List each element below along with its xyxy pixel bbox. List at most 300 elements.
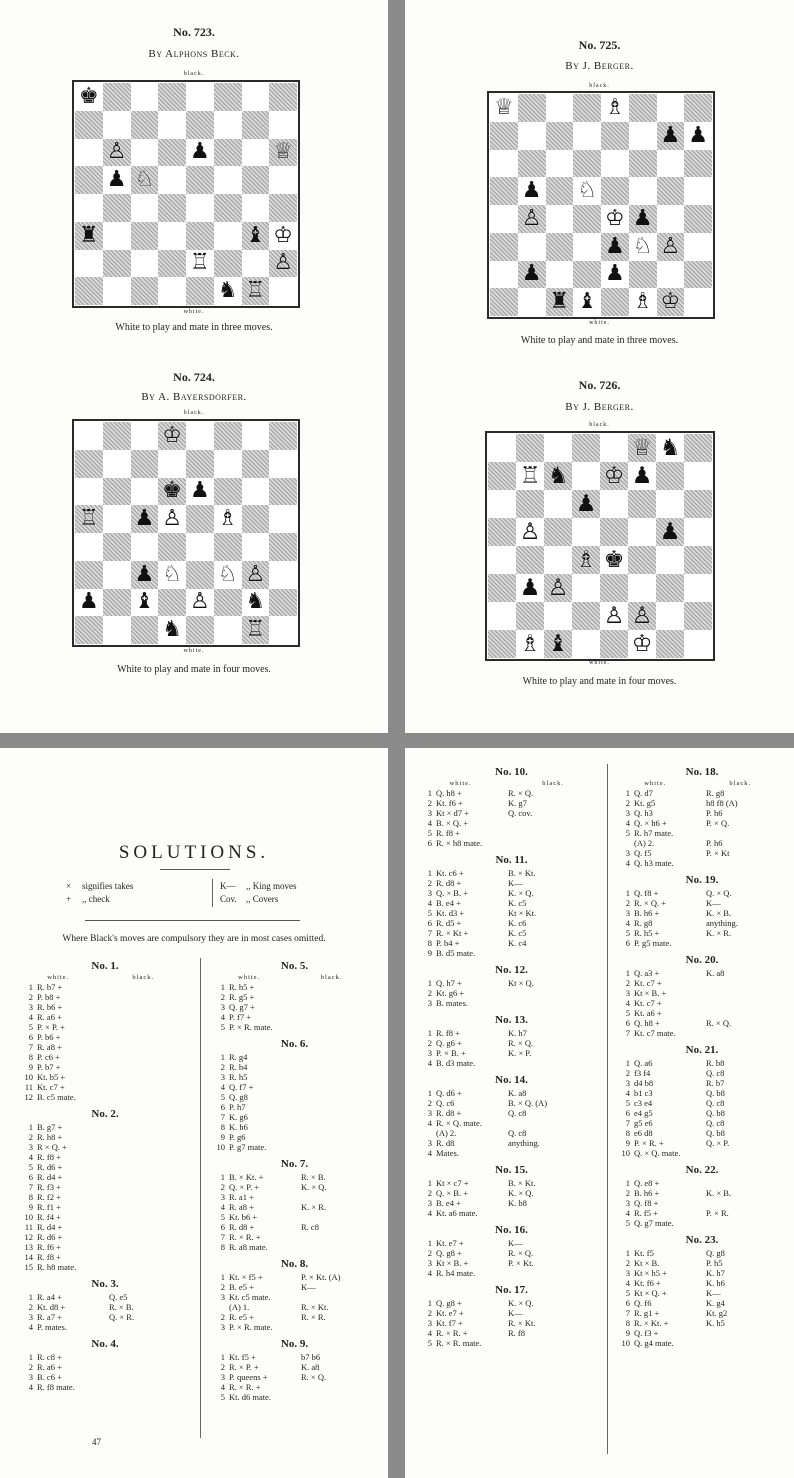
move-number: 1	[427, 1178, 432, 1188]
black-move	[508, 948, 604, 958]
move-number: 4	[28, 1152, 33, 1162]
white-move: Q. g8 +	[436, 1298, 462, 1308]
board-square	[488, 518, 516, 546]
legend-divider	[212, 879, 213, 907]
white-move: B. e4 +	[436, 1198, 461, 1208]
white-knight-icon: ♘	[134, 167, 155, 193]
white-move: Kt. d8 +	[37, 1302, 66, 1312]
black-move: K. a8	[508, 1088, 527, 1098]
black-move	[109, 1352, 190, 1362]
move-number: 1	[427, 1238, 432, 1248]
problem-title: No. 726.	[578, 378, 621, 392]
board-square	[131, 616, 159, 644]
black-move: K. × P.	[508, 1048, 532, 1058]
move-number: 3	[427, 1318, 432, 1328]
white-move: Kt. f5 +	[229, 1352, 256, 1362]
white-move: Q. g8	[229, 1092, 248, 1102]
board-square	[242, 194, 270, 222]
white-move: f3 f4	[634, 1068, 651, 1078]
black-move: Q. b8	[706, 1108, 725, 1118]
move-row	[419, 1138, 604, 1148]
move-number	[617, 838, 634, 848]
black-knight-icon: ♞	[659, 434, 681, 461]
move-number: 6	[625, 1108, 630, 1118]
move-number: 2	[220, 1182, 225, 1192]
move-number: 2	[28, 992, 33, 1002]
move-row	[617, 938, 787, 948]
board-square	[269, 166, 297, 194]
move-row	[617, 1008, 787, 1018]
move-number: 3	[625, 848, 630, 858]
black-pawn-icon: ♟	[79, 589, 99, 615]
white-move: B. c6 +	[37, 1372, 62, 1382]
move-number: 1	[220, 1272, 225, 1282]
board-square	[518, 205, 546, 233]
move-row	[20, 1012, 190, 1022]
black-move	[109, 1232, 190, 1242]
move-row	[212, 1392, 377, 1402]
board-square	[214, 139, 242, 167]
black-header: black.	[729, 780, 752, 787]
black-move	[301, 1122, 377, 1132]
white-move: Q. h3	[634, 808, 653, 818]
black-move	[109, 1092, 190, 1102]
move-row	[212, 1192, 377, 1202]
board-square	[657, 150, 685, 178]
move-number: 12	[24, 1232, 33, 1242]
move-number: 8	[625, 1318, 630, 1328]
black-move	[109, 1242, 190, 1252]
board-square	[684, 630, 712, 658]
board-square	[684, 150, 712, 178]
board-square	[601, 288, 629, 316]
board-square	[214, 111, 242, 139]
white-move: Q. h3 mate.	[634, 858, 674, 868]
solution-title: No. 10.	[495, 766, 528, 778]
move-number: 2	[625, 1258, 630, 1268]
white-label: white.	[589, 660, 610, 666]
board-square	[656, 490, 684, 518]
black-move	[109, 1382, 190, 1392]
move-number: 6	[427, 838, 432, 848]
solution-block	[617, 1234, 787, 1348]
board-square	[490, 177, 518, 205]
board-square	[158, 83, 186, 111]
move-number: 1	[427, 788, 432, 798]
move-number: 3	[427, 1258, 432, 1268]
move-number: 3	[625, 988, 630, 998]
black-move: B. × Q. (A)	[508, 1098, 548, 1108]
problem-caption: White to play and mate in four moves.	[117, 664, 271, 675]
board-square	[242, 505, 270, 533]
black-pawn-icon: ♟	[134, 506, 155, 532]
legend-symbol: Cov.	[220, 894, 237, 904]
board-square	[75, 222, 103, 250]
move-number: 2	[625, 978, 630, 988]
board-square	[269, 478, 297, 506]
board-square	[657, 122, 685, 150]
black-move: K. h6	[706, 1278, 725, 1288]
white-move: Q. e8 +	[634, 1178, 660, 1188]
board-square	[75, 450, 103, 478]
board-square	[75, 83, 103, 111]
move-row	[20, 992, 190, 1002]
move-number: 4	[28, 1322, 33, 1332]
white-move: B. h6 +	[634, 1188, 660, 1198]
board-square	[242, 277, 270, 305]
move-number: 4	[625, 1088, 630, 1098]
board-square	[269, 222, 297, 250]
board-square	[600, 602, 628, 630]
move-row	[617, 1018, 787, 1028]
black-move	[706, 828, 787, 838]
move-row	[617, 898, 787, 908]
board-square	[657, 94, 685, 122]
move-number: 2	[220, 1282, 225, 1292]
black-move	[301, 1012, 377, 1022]
black-move: P. h5	[706, 1258, 723, 1268]
move-row	[20, 1212, 190, 1222]
board-square	[572, 630, 600, 658]
solution-block	[617, 1164, 787, 1228]
white-rook-icon: ♖	[190, 250, 210, 276]
board-square	[629, 177, 657, 205]
white-pawn-icon: ♙	[547, 574, 569, 601]
black-king-icon: ♚	[162, 478, 182, 504]
white-move: R. e5 +	[229, 1312, 254, 1322]
black-move	[109, 1082, 190, 1092]
chess-board	[485, 431, 715, 661]
move-number: 1	[427, 1298, 432, 1308]
move-row	[419, 1188, 604, 1198]
black-move	[706, 1328, 787, 1338]
board-square	[518, 177, 546, 205]
move-row	[419, 908, 604, 918]
white-move: R. × h8 mate.	[436, 838, 483, 848]
black-move: K—	[706, 1288, 721, 1298]
black-move	[109, 1012, 190, 1022]
solution-title: No. 18.	[685, 766, 719, 778]
solution-block	[419, 1014, 604, 1068]
move-row	[419, 1308, 604, 1318]
board-square	[601, 150, 629, 178]
white-move: Q. f5	[634, 848, 652, 858]
white-move: Q. d7	[634, 788, 653, 798]
move-number: 8	[427, 938, 432, 948]
board-square	[269, 533, 297, 561]
board-square	[214, 250, 242, 278]
move-number: 5	[625, 1288, 630, 1298]
white-move: P. h7	[229, 1102, 246, 1112]
white-label: white.	[589, 320, 610, 326]
move-number: 3	[220, 1322, 225, 1332]
white-move: R. a8 mate.	[229, 1242, 268, 1252]
move-row	[20, 1312, 190, 1322]
board-square	[629, 150, 657, 178]
move-number: 9	[220, 1132, 225, 1142]
board-square	[131, 561, 159, 589]
white-move: Kt. × f5 +	[229, 1272, 263, 1282]
move-row	[212, 1282, 377, 1292]
white-move: Kt. f7 +	[436, 1318, 463, 1328]
white-move: R. h5	[229, 1072, 248, 1082]
black-move: K—	[508, 1308, 523, 1318]
white-move: Q. g6 +	[436, 1038, 462, 1048]
board-square	[601, 94, 629, 122]
board-square	[546, 233, 574, 261]
board-square	[269, 589, 297, 617]
white-move: Q. × B. +	[436, 888, 469, 898]
move-row	[419, 1128, 604, 1138]
white-label: white.	[183, 309, 205, 315]
move-row	[20, 1202, 190, 1212]
move-row	[212, 992, 377, 1002]
black-move: R. × Q.	[508, 1038, 534, 1048]
board-square	[544, 602, 572, 630]
black-move	[301, 1062, 377, 1072]
board-square	[269, 277, 297, 305]
board-square	[131, 111, 159, 139]
board-square	[684, 574, 712, 602]
problem-author: By J. Berger.	[565, 401, 634, 413]
white-move: Kt × B. +	[634, 988, 667, 998]
solution-title: No. 6.	[280, 1038, 309, 1050]
black-move	[109, 1252, 190, 1262]
white-move: P. f7 +	[229, 1012, 252, 1022]
move-row	[617, 968, 787, 978]
problem-caption: White to play and mate in three moves.	[115, 322, 273, 333]
black-move: Q. × R.	[109, 1312, 135, 1322]
black-move: P. × Kt.	[508, 1258, 534, 1268]
black-move	[109, 1182, 190, 1192]
move-number: 1	[220, 1352, 225, 1362]
white-rook-icon: ♖	[519, 462, 541, 489]
board-square	[488, 462, 516, 490]
move-row	[20, 1352, 190, 1362]
legend-check	[66, 894, 110, 904]
board-square	[516, 462, 544, 490]
white-move: Q. × h6 +	[634, 818, 667, 828]
white-move: R. h7 mate.	[634, 828, 674, 838]
black-move	[109, 1192, 190, 1202]
board-square	[656, 602, 684, 630]
move-row	[617, 1148, 787, 1158]
board-square	[601, 233, 629, 261]
white-move: R. a8 +	[229, 1202, 254, 1212]
black-move: P. h6	[706, 808, 723, 818]
move-row	[419, 1238, 604, 1248]
move-number: 3	[625, 1198, 630, 1208]
white-move: R. f8 +	[37, 1252, 61, 1262]
move-row	[617, 1288, 787, 1298]
black-king-icon: ♚	[79, 83, 99, 109]
board-square	[544, 630, 572, 658]
black-pawn-icon: ♟	[521, 261, 542, 287]
move-row	[419, 1028, 604, 1038]
move-number: 6	[28, 1172, 33, 1182]
move-row	[419, 1038, 604, 1048]
black-move	[109, 1322, 190, 1332]
white-move: R. g1 +	[634, 1308, 660, 1318]
black-move: K. c4	[508, 938, 527, 948]
move-row	[617, 1178, 787, 1188]
page-top-right	[405, 0, 794, 733]
move-number: 2	[220, 992, 225, 1002]
solution-title: No. 7.	[280, 1158, 309, 1170]
move-number: 2	[427, 1308, 432, 1318]
solution-block	[20, 1278, 190, 1332]
white-move: Kt. g6 +	[436, 988, 465, 998]
solution-column-left	[20, 960, 190, 1398]
board-square	[657, 288, 685, 316]
board-square	[684, 518, 712, 546]
move-number: 2	[220, 1362, 225, 1372]
white-move: R. × R. +	[229, 1382, 261, 1392]
white-move: Kt. e7 +	[436, 1308, 464, 1318]
board-square	[269, 561, 297, 589]
white-move: R. × R. +	[436, 1328, 468, 1338]
solution-title: No. 1.	[91, 960, 119, 972]
white-move: Q. g7 +	[229, 1002, 255, 1012]
black-move: Q. c8	[508, 1108, 527, 1118]
black-knight-icon: ♞	[245, 589, 266, 615]
black-move	[109, 1132, 190, 1142]
board-square	[131, 533, 159, 561]
board-square	[600, 490, 628, 518]
move-number: 5	[427, 908, 432, 918]
board-square	[656, 434, 684, 462]
move-row	[212, 1372, 377, 1382]
solution-title: No. 11.	[495, 854, 528, 866]
move-row	[617, 1058, 787, 1068]
board-square	[75, 111, 103, 139]
move-number: 5	[625, 828, 630, 838]
board-square	[242, 616, 270, 644]
move-row	[212, 1292, 377, 1302]
board-square	[600, 462, 628, 490]
white-move: Kt. c7 +	[634, 998, 662, 1008]
black-move	[109, 1032, 190, 1042]
board-square	[103, 422, 131, 450]
board-square	[242, 422, 270, 450]
move-row	[419, 1328, 604, 1338]
move-number: 3	[427, 1198, 432, 1208]
white-move: R. d6 +	[37, 1162, 63, 1172]
board-square	[656, 574, 684, 602]
black-move	[109, 992, 190, 1002]
board-square	[269, 450, 297, 478]
black-move: P. h6	[706, 838, 723, 848]
move-row	[419, 1048, 604, 1058]
board-square	[629, 233, 657, 261]
move-row	[617, 928, 787, 938]
move-row	[20, 1162, 190, 1172]
move-number: 6	[220, 1102, 225, 1112]
move-row	[419, 1198, 604, 1208]
move-number: 3	[28, 1372, 33, 1382]
board-square	[131, 194, 159, 222]
board-square	[544, 434, 572, 462]
black-move: K. h7	[706, 1268, 725, 1278]
white-label: white.	[183, 648, 205, 654]
move-number: 8	[28, 1052, 33, 1062]
move-number: 2	[427, 1248, 432, 1258]
black-move: R. b7	[706, 1078, 725, 1088]
black-move	[301, 1092, 377, 1102]
move-row	[20, 1072, 190, 1082]
white-move: R. × Q. mate.	[436, 1118, 482, 1128]
move-row	[419, 1178, 604, 1188]
move-number: 1	[625, 1178, 630, 1188]
move-number: 9	[28, 1062, 33, 1072]
move-row	[617, 788, 787, 798]
white-king-icon: ♔	[631, 630, 653, 657]
move-number: 2	[427, 1038, 432, 1048]
white-move: Q. h8 +	[634, 1018, 660, 1028]
white-move: P. × R. mate.	[229, 1322, 273, 1332]
board-square	[103, 478, 131, 506]
move-number: 8	[220, 1122, 225, 1132]
move-number: 3	[220, 1192, 225, 1202]
black-move: K. × Q.	[301, 1182, 327, 1192]
move-number: 4	[28, 1012, 33, 1022]
move-number: 10	[24, 1212, 33, 1222]
board-square	[546, 150, 574, 178]
black-move: K. × B.	[706, 908, 732, 918]
black-move: P. × Kt. (A)	[301, 1272, 341, 1282]
board-square	[103, 83, 131, 111]
white-move: P. × P. +	[37, 1022, 65, 1032]
board-square	[546, 122, 574, 150]
board-square	[684, 602, 712, 630]
white-move: Kt. f6 +	[634, 1278, 661, 1288]
white-move: P. g5 mate.	[634, 938, 672, 948]
white-move: Q. f8 +	[634, 888, 659, 898]
black-move	[706, 858, 787, 868]
black-move	[508, 818, 604, 828]
white-move: Kt. f5	[634, 1248, 654, 1258]
white-pawn-icon: ♙	[603, 602, 625, 629]
black-bishop-icon: ♝	[547, 630, 569, 657]
move-row	[617, 1138, 787, 1148]
board-square	[75, 422, 103, 450]
move-number: 13	[24, 1242, 33, 1252]
move-row	[617, 1218, 787, 1228]
move-row	[419, 818, 604, 828]
move-row	[212, 1212, 377, 1222]
move-number: 7	[28, 1042, 33, 1052]
board-square	[518, 261, 546, 289]
board-square	[628, 546, 656, 574]
compulsory-note: Where Black's moves are compulsory they are in most cases omitted.	[62, 934, 326, 944]
move-row	[20, 1002, 190, 1012]
move-row	[419, 1298, 604, 1308]
black-move: R. × Kt.	[301, 1302, 329, 1312]
board-square	[628, 602, 656, 630]
solution-block	[419, 1224, 604, 1278]
board-square	[103, 505, 131, 533]
white-queen-icon: ♕	[494, 94, 514, 120]
problem-title: No. 725.	[578, 38, 621, 52]
black-move	[508, 988, 604, 998]
move-number: 5	[625, 1008, 630, 1018]
white-move: e4 g5	[634, 1108, 653, 1118]
solution-block	[419, 1164, 604, 1218]
white-move: B. c5 mate.	[37, 1092, 76, 1102]
black-move	[508, 828, 604, 838]
board-square	[572, 546, 600, 574]
move-number: 11	[24, 1222, 33, 1232]
